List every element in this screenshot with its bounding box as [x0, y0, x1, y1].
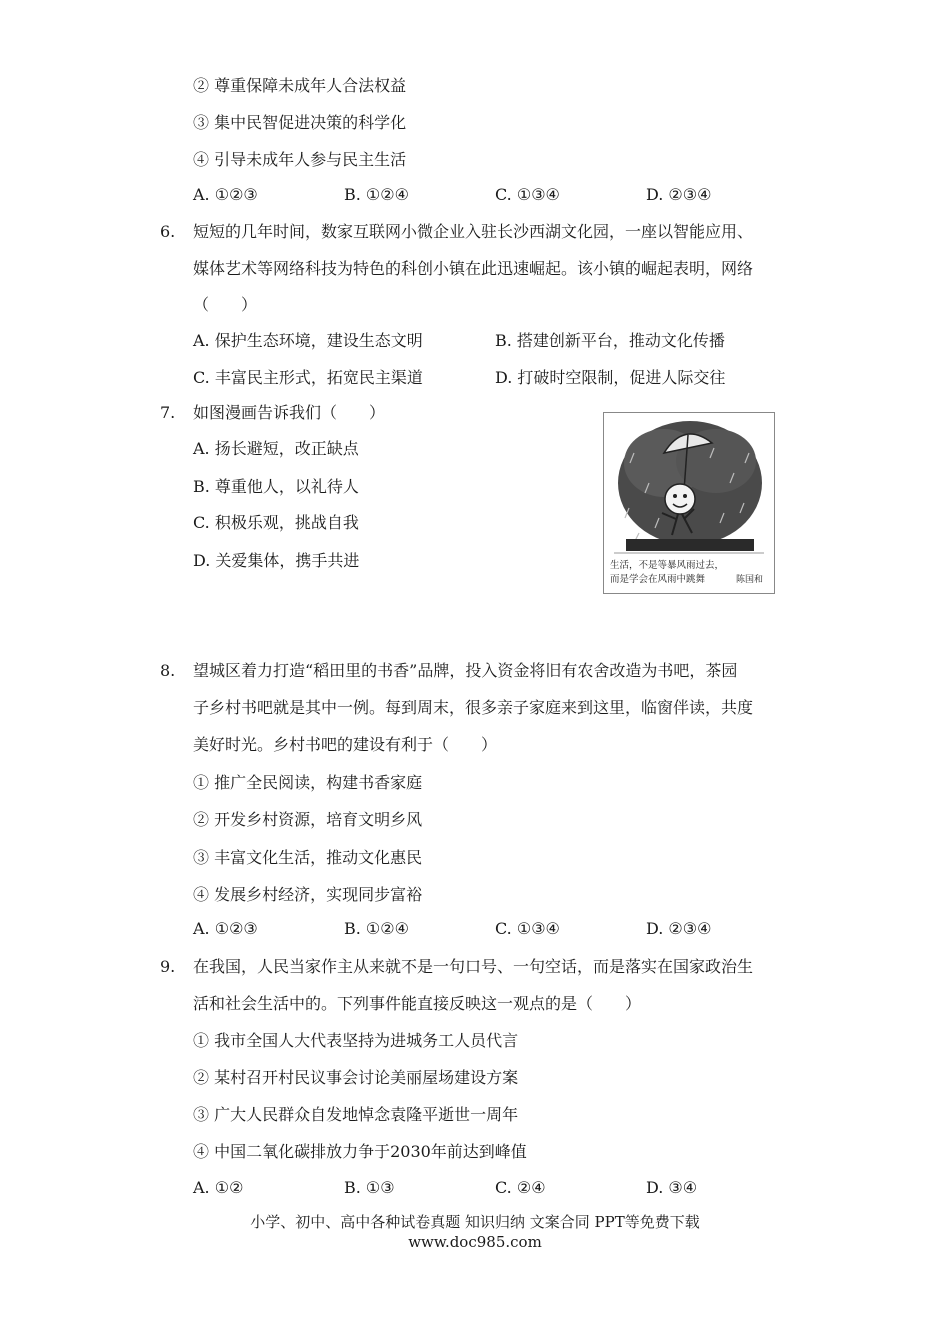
q9-stem-line-1: 在我国，人民当家作主从来就不是一句口号、一句空话，而是落实在国家政治生: [193, 957, 754, 976]
q6-option-b: B. 搭建创新平台，推动文化传播: [495, 331, 725, 350]
q8-option-c: C. ①③④: [495, 919, 560, 938]
footer-url[interactable]: www.doc985.com: [408, 1233, 542, 1251]
q6-option-d: D. 打破时空限制，促进人际交往: [495, 368, 726, 387]
footer-promo-text: 小学、初中、高中各种试卷真题 知识归纳 文案合同 PPT等免费下载: [250, 1213, 700, 1231]
q8-stem-line-1: 望城区着力打造“稻田里的书香”品牌，投入资金将旧有农舍改造为书吧，茶园: [193, 661, 738, 680]
q6-option-c: C. 丰富民主形式，拓宽民主渠道: [193, 368, 423, 387]
q5-option-d: D. ②③④: [646, 185, 712, 204]
cartoon-caption-line-1: 生活，不是等暴风雨过去，: [610, 560, 725, 571]
q5-option-a: A. ①②③: [193, 185, 258, 204]
q6-number: 6.: [160, 222, 176, 241]
q8-option-a: A. ①②③: [193, 919, 258, 938]
q8-item-2: ② 开发乡村资源，培育文明乡风: [193, 810, 423, 829]
q9-item-1: ① 我市全国人大代表坚持为进城务工人员代言: [193, 1031, 519, 1050]
q5-item-2: ② 尊重保障未成年人合法权益: [193, 76, 407, 95]
q5-item-4: ④ 引导未成年人参与民主生活: [193, 150, 407, 169]
q6-stem-line-2: 媒体艺术等网络科技为特色的科创小镇在此迅速崛起。该小镇的崛起表明，网络: [193, 259, 754, 278]
q8-number: 8.: [160, 661, 176, 680]
q8-item-3: ③ 丰富文化生活，推动文化惠民: [193, 848, 423, 867]
q9-option-b: B. ①③: [344, 1178, 395, 1197]
q5-item-3: ③ 集中民智促进决策的科学化: [193, 113, 407, 132]
q7-option-c: C. 积极乐观，挑战自我: [193, 513, 359, 532]
q9-option-a: A. ①②: [193, 1178, 244, 1197]
cartoon-image: [603, 412, 775, 594]
q9-option-c: C. ②④: [495, 1178, 546, 1197]
q7-stem: 如图漫画告诉我们（ ）: [193, 403, 386, 422]
q5-option-b: B. ①②④: [344, 185, 409, 204]
q8-item-1: ① 推广全民阅读，构建书香家庭: [193, 773, 423, 792]
q6-stem-line-1: 短短的几年时间，数家互联网小微企业入驻长沙西湖文化园，一座以智能应用、: [193, 222, 754, 241]
cartoon-author: 陈国和: [736, 575, 764, 585]
q5-option-c: C. ①③④: [495, 185, 560, 204]
q8-option-d: D. ②③④: [646, 919, 712, 938]
q9-stem-line-2: 活和社会生活中的。下列事件能直接反映这一观点的是（ ）: [193, 994, 642, 1013]
q9-item-3: ③ 广大人民群众自发地悼念袁隆平逝世一周年: [193, 1105, 519, 1124]
q7-option-b: B. 尊重他人，以礼待人: [193, 477, 359, 496]
cartoon-caption-line-2: 而是学会在风雨中跳舞: [610, 574, 706, 585]
q9-item-4: ④ 中国二氧化碳排放力争于2030年前达到峰值: [193, 1142, 527, 1161]
q8-stem-line-3: 美好时光。乡村书吧的建设有利于（ ）: [193, 735, 498, 754]
q6-option-a: A. 保护生态环境，建设生态文明: [193, 331, 423, 350]
q7-number: 7.: [160, 403, 176, 422]
q8-item-4: ④ 发展乡村经济，实现同步富裕: [193, 885, 423, 904]
q8-stem-line-2: 子乡村书吧就是其中一例。每到周末，很多亲子家庭来到这里，临窗伴读，共度: [193, 698, 754, 717]
q9-option-d: D. ③④: [646, 1178, 698, 1197]
q9-item-2: ② 某村召开村民议事会讨论美丽屋场建设方案: [193, 1068, 519, 1087]
q7-option-d: D. 关爱集体，携手共进: [193, 551, 360, 570]
q7-option-a: A. 扬长避短，改正缺点: [193, 439, 359, 458]
q9-number: 9.: [160, 957, 176, 976]
q6-stem-line-3: （ ）: [193, 295, 258, 314]
q8-option-b: B. ①②④: [344, 919, 409, 938]
